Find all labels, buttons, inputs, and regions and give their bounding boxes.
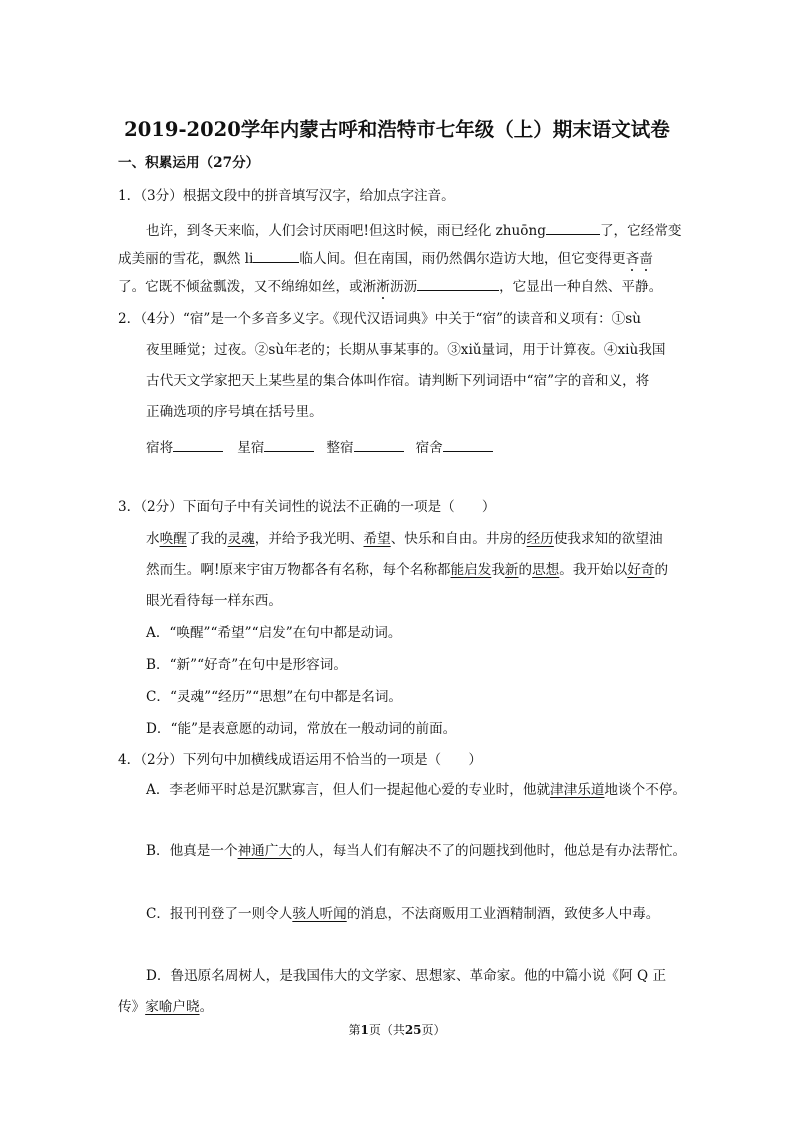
- question-3-stem: 3．（2分）下面句子中有关词性的说法不正确的一项是（ ）: [118, 499, 496, 515]
- question-4-option-a[interactable]: A．李老师平时总是沉默寡言，但人们一提起他心爱的专业时，他就津津乐道地谈个不停。: [146, 782, 686, 798]
- dotted-char-lin: 吝: [625, 251, 640, 267]
- question-4-option-c[interactable]: C．报刊刊登了一则令人骇人听闻的消息，不法商贩用工业酒精制酒，致使多人中毒。: [146, 906, 660, 922]
- question-2-line-4: 正确选项的序号填在括号里。: [146, 404, 323, 420]
- blank-sujiang[interactable]: [173, 436, 223, 452]
- question-1-line-1: 也许，到冬天来临，人们会讨厌雨吧!但这时候，雨已经化 zhuōng 了，它经常变: [146, 219, 682, 241]
- question-3-option-b[interactable]: B．“新”“好奇”在句中是形容词。: [146, 657, 347, 673]
- question-3-option-a[interactable]: A．“唤醒”“希望”“启发”在句中都是动词。: [146, 625, 402, 641]
- question-4-option-d-cont: 传》家喻户晓。: [118, 999, 214, 1015]
- question-3-option-d[interactable]: D．“能”是表意愿的动词，常放在一般动词的前面。: [146, 721, 457, 737]
- dotted-char-xi: 淅: [376, 279, 390, 295]
- question-4-option-d[interactable]: D．鲁迅原名周树人，是我国伟大的文学家、思想家、革命家。他的中篇小说《阿 Q 正: [146, 968, 667, 984]
- page-number: 1: [360, 1023, 369, 1037]
- question-3-passage-line-1: 水唤醒了我的灵魂，并给予我光明、希望、快乐和自由。井房的经历使我求知的欲望油: [146, 531, 663, 547]
- blank-zhuang[interactable]: [546, 219, 600, 235]
- blank-xingxiu[interactable]: [264, 436, 314, 452]
- page-total: 25: [404, 1023, 422, 1037]
- question-3-passage-line-2: 然而生。啊!原来宇宙万物都各有名称，每个名称都能启发我新的思想。我开始以好奇的: [146, 562, 669, 578]
- page-footer: 第1页（共25页）: [348, 1023, 446, 1037]
- blank-sushe[interactable]: [443, 436, 493, 452]
- section-heading: 一、积累运用（27分）: [118, 155, 260, 171]
- question-2-words: 宿将 星宿 整宿 宿舍: [146, 436, 493, 458]
- question-4-stem: 4．（2分）下列句中加横线成语运用不恰当的一项是（ ）: [118, 752, 482, 768]
- question-4-option-b[interactable]: B．他真是一个神通广大的人，每当人们有解决不了的问题找到他时，他总是有办法帮忙。: [146, 843, 687, 859]
- question-2-line-2: 夜里睡觉；过夜。②sù年老的；长期从事某事的。③xiǔ量词，用于计算夜。④xiù我国: [146, 342, 666, 358]
- blank-zhengxiu[interactable]: [354, 436, 404, 452]
- question-2-line-3: 古代天文学家把天上某些星的集合体叫作宿。请判断下列词语中“宿”字的音和义，将: [146, 373, 650, 389]
- question-3-passage-line-3: 眼光看待每一样东西。: [146, 593, 282, 609]
- question-3-option-c[interactable]: C．“灵魂”“经历”“思想”在句中都是名词。: [146, 689, 403, 705]
- question-1-line-3: 了。它既不倾盆瓢泼，又不绵绵如丝，或淅淅沥沥 ，它显出一种自然、平静。: [118, 275, 662, 297]
- question-1-line-2: 成美丽的雪花，飘然 li 临人间。但在南国，雨仍然偶尔造访大地，但它变得更吝啬: [118, 247, 653, 269]
- question-1-stem: 1．（3分）根据文段中的拼音填写汉字，给加点字注音。: [118, 188, 455, 204]
- question-2-line-1: 2．（4分）“宿”是一个多音多义字。《现代汉语词典》中关于“宿”的读音和义项有：①sù: [118, 311, 642, 327]
- blank-li[interactable]: [253, 247, 299, 263]
- blank-xilili[interactable]: [417, 275, 499, 291]
- page-title: 2019-2020学年内蒙古呼和浩特市七年级（上）期末语文试卷: [124, 118, 670, 141]
- dotted-char-se: 啬: [639, 251, 653, 267]
